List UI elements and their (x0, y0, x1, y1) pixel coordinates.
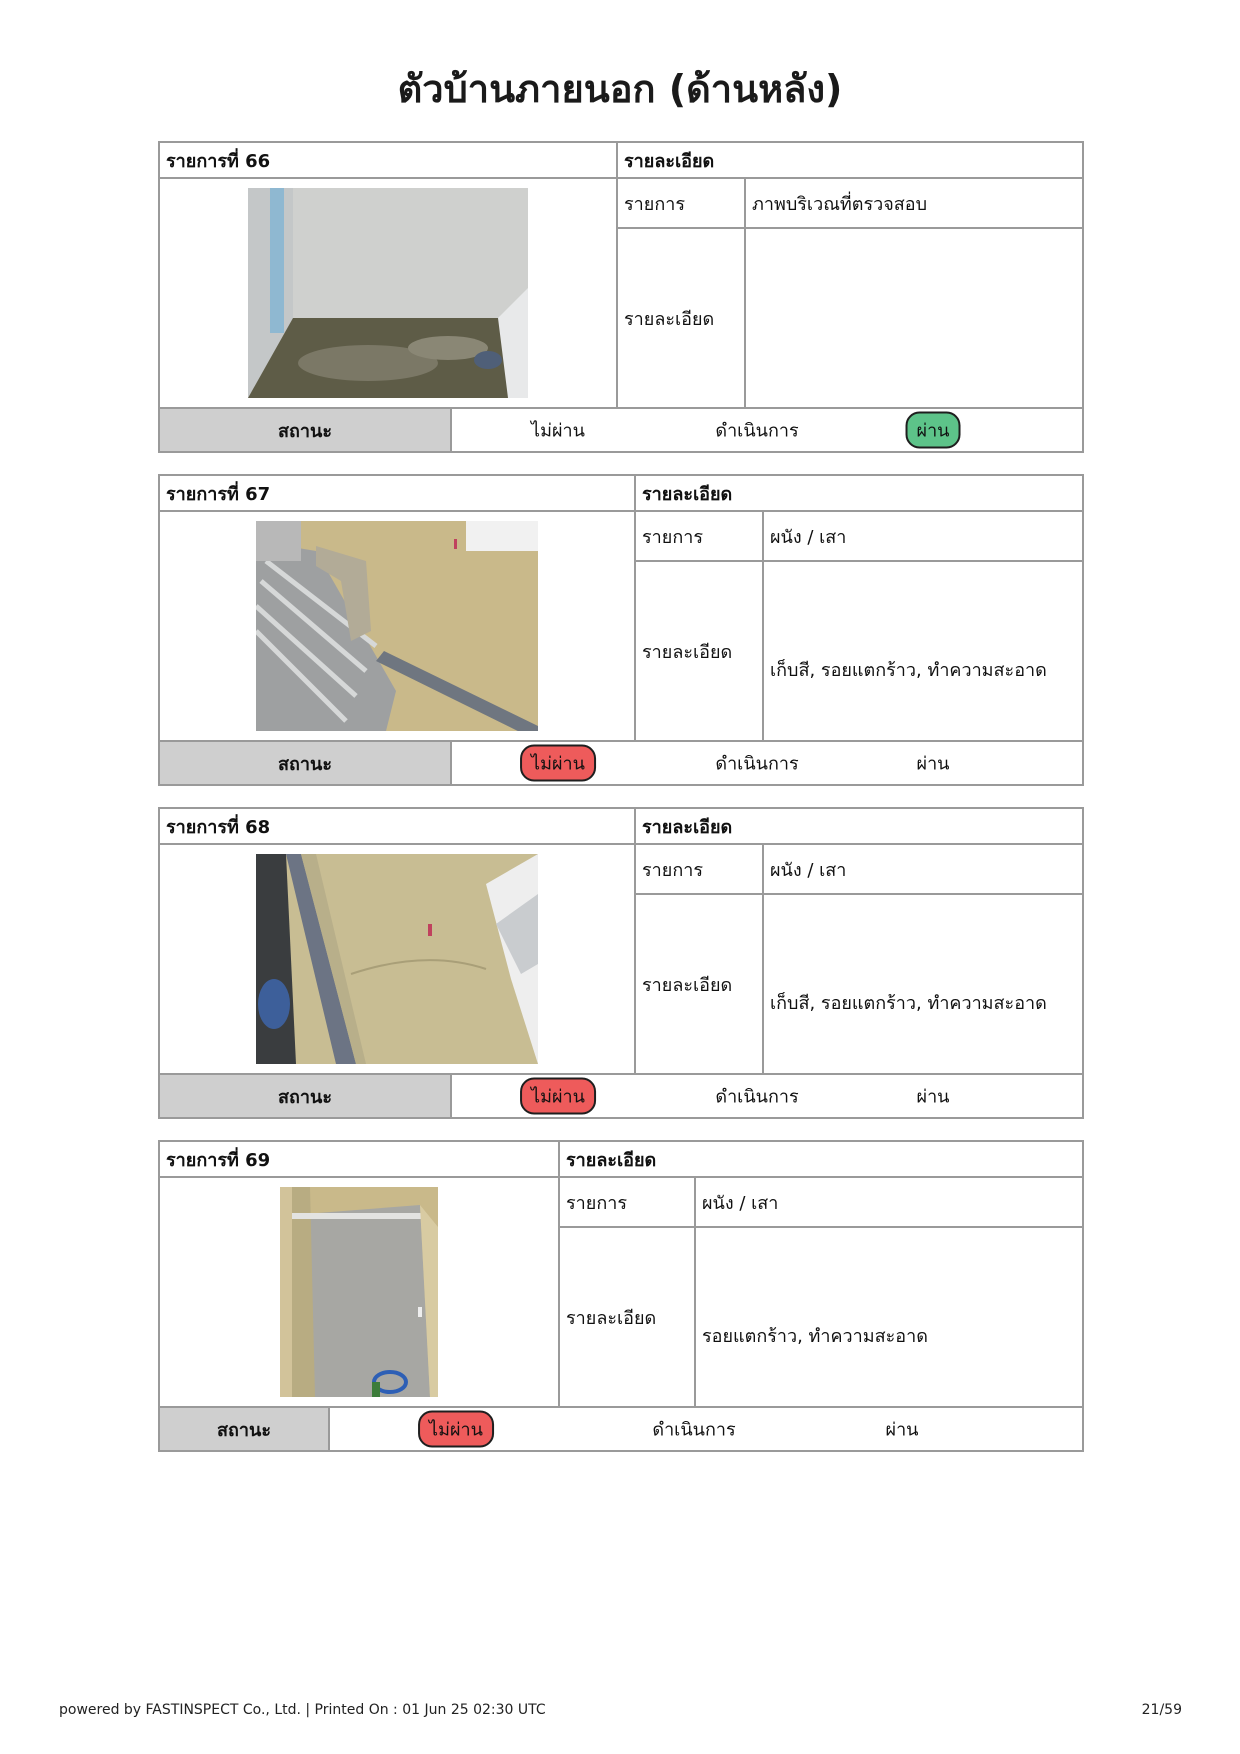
status-fail-option[interactable]: ไม่ผ่าน (520, 1078, 596, 1115)
item-label: รายการ (560, 1178, 696, 1226)
item-label: รายการ (618, 179, 746, 227)
page-title: ตัวบ้านภายนอก (ด้านหลัง) (397, 67, 843, 111)
photo-wall-narrow-icon (280, 1187, 438, 1397)
item-title: รายการที่ 68 (160, 809, 636, 843)
details-label: รายละเอียด (618, 229, 746, 407)
item-title: รายการที่ 67 (160, 476, 636, 510)
footer-credit: powered by FASTINSPECT Co., Ltd. | Printed On : 01 Jun 25 02:30 UTC (59, 1702, 546, 1718)
status-fail-option[interactable]: ไม่ผ่าน (531, 420, 585, 442)
item-value: ภาพบริเวณที่ตรวจสอบ (752, 193, 927, 215)
item-title: รายการที่ 66 (160, 143, 618, 177)
item-value: ผนัง / เสา (702, 1192, 779, 1214)
photo-cell (160, 845, 636, 1073)
inspection-photo[interactable] (248, 188, 528, 398)
inspection-item-66 (158, 141, 1084, 453)
details-value: รอยแตกร้าว, ทำความสะอาด (702, 1326, 928, 1347)
photo-cell (160, 179, 618, 407)
status-in-progress-option[interactable]: ดำเนินการ (715, 753, 799, 775)
details-value: เก็บสี, รอยแตกร้าว, ทำความสะอาด (770, 993, 1047, 1014)
status-row (160, 742, 1082, 784)
inspection-photo[interactable] (280, 1187, 438, 1397)
photo-wall-roof-icon (256, 521, 538, 731)
status-fail-option[interactable]: ไม่ผ่าน (520, 745, 596, 782)
details-label: รายละเอียด (560, 1228, 696, 1406)
details-value: เก็บสี, รอยแตกร้าว, ทำความสะอาด (770, 660, 1047, 681)
status-pass-option[interactable]: ผ่าน (906, 412, 961, 449)
status-label: สถานะ (160, 742, 452, 784)
status-pass-option[interactable]: ผ่าน (916, 753, 950, 775)
status-fail-option[interactable]: ไม่ผ่าน (418, 1411, 494, 1448)
item-label: รายการ (636, 845, 764, 893)
details-value (746, 229, 1082, 407)
item-label: รายการ (636, 512, 764, 560)
status-in-progress-option[interactable]: ดำเนินการ (652, 1419, 736, 1441)
photo-cell (160, 512, 636, 740)
status-pass-option[interactable]: ผ่าน (885, 1419, 919, 1441)
item-value: ผนัง / เสา (770, 859, 847, 881)
photo-cell (160, 1178, 560, 1406)
status-in-progress-option[interactable]: ดำเนินการ (715, 420, 799, 442)
photo-wall-window-icon (256, 854, 538, 1064)
inspection-photo[interactable] (256, 854, 538, 1064)
status-label: สถานะ (160, 1408, 330, 1450)
status-row (160, 409, 1082, 451)
details-label: รายละเอียด (636, 895, 764, 1073)
status-in-progress-option[interactable]: ดำเนินการ (715, 1086, 799, 1108)
status-label: สถานะ (160, 409, 452, 451)
inspection-photo[interactable] (256, 521, 538, 731)
details-header: รายละเอียด (566, 1149, 657, 1171)
details-header: รายละเอียด (642, 483, 733, 505)
item-value: ผนัง / เสา (770, 526, 847, 548)
status-row (160, 1408, 1082, 1450)
status-label: สถานะ (160, 1075, 452, 1117)
inspection-item-68 (158, 807, 1084, 1119)
status-pass-option[interactable]: ผ่าน (916, 1086, 950, 1108)
details-header: รายละเอียด (642, 816, 733, 838)
inspection-item-67 (158, 474, 1084, 786)
status-row (160, 1075, 1082, 1117)
page-number: 21/59 (1141, 1702, 1182, 1718)
photo-wall-floor-icon (248, 188, 528, 398)
inspection-item-69 (158, 1140, 1084, 1452)
item-title: รายการที่ 69 (160, 1142, 560, 1176)
details-label: รายละเอียด (636, 562, 764, 740)
details-header: รายละเอียด (624, 150, 715, 172)
